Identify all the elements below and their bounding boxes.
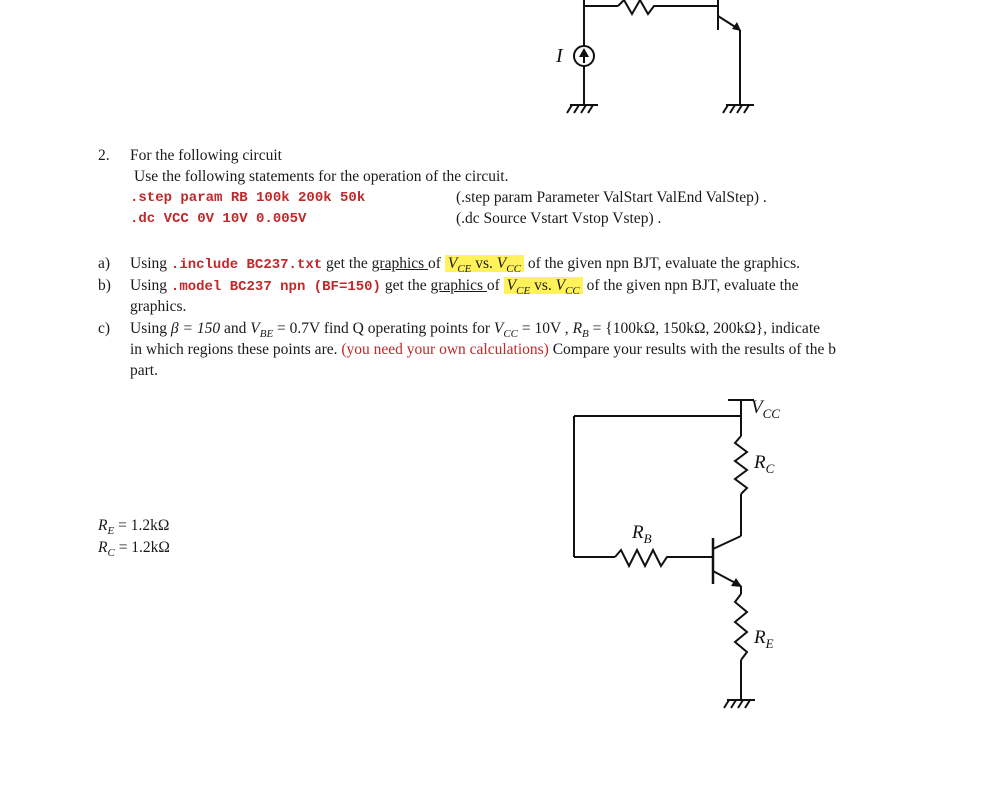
part-b-line2: graphics. (130, 298, 187, 315)
rc-label: $R_C$ (754, 452, 775, 476)
part-c-line3: part. (130, 362, 158, 379)
re-label: $R_E$ (754, 627, 774, 651)
step-command: .step param RB 100k 200k 50k (130, 190, 366, 206)
problem-intro: Use the following statements for the operation of the circuit. (134, 168, 509, 185)
part-a-label: a) (98, 255, 111, 272)
dc-description: (.dc Source Vstart Vstop Vstep) . (456, 210, 662, 227)
re-resistor (735, 594, 747, 660)
vcc-label: $V_{CC}$ (751, 397, 780, 421)
part-c-label: c) (98, 320, 111, 337)
problem-number: 2. (98, 147, 110, 164)
part-b-line: Using .model BC237 npn (BF=150) get the graphics of $V_{CE}$ vs. $V_{CC}$ of the given npn BJT, evaluate the (130, 277, 799, 298)
rb-resistor (615, 550, 713, 566)
top-circuit (0, 0, 1000, 130)
part-b-label: b) (98, 277, 111, 294)
part-a-line: Using .include BC237.txt get the graphics of $V_{CE}$ vs. $V_{CC}$ of the given npn BJT, evaluate the graphics. (130, 255, 801, 276)
given-rc: $R_C = 1.2k\Omega$ (98, 539, 170, 560)
dc-command: .dc VCC 0V 10V 0.005V (130, 211, 307, 227)
rc-resistor (735, 436, 747, 494)
current-source-label: I (556, 45, 563, 67)
emitter-arrow (731, 578, 742, 587)
part-c-line1: Using β = 150 and $V_{BE} = 0.7V$ find Q operating points for $V_{CC} = 10V$ , $R_B = \{100k\Omega$, 150kΩ, 200kΩ}, indicate (130, 320, 821, 341)
given-re: $R_E = 1.2k\Omega$ (98, 517, 170, 538)
step-description: (.step param Parameter ValStart ValEnd ValStep) . (456, 189, 767, 206)
rb-label: $R_B$ (632, 522, 652, 546)
part-c-line2: in which regions these points are. (you need your own calculations) Compare your results with the results of the b (130, 341, 836, 358)
problem-title: For the following circuit (130, 147, 282, 164)
